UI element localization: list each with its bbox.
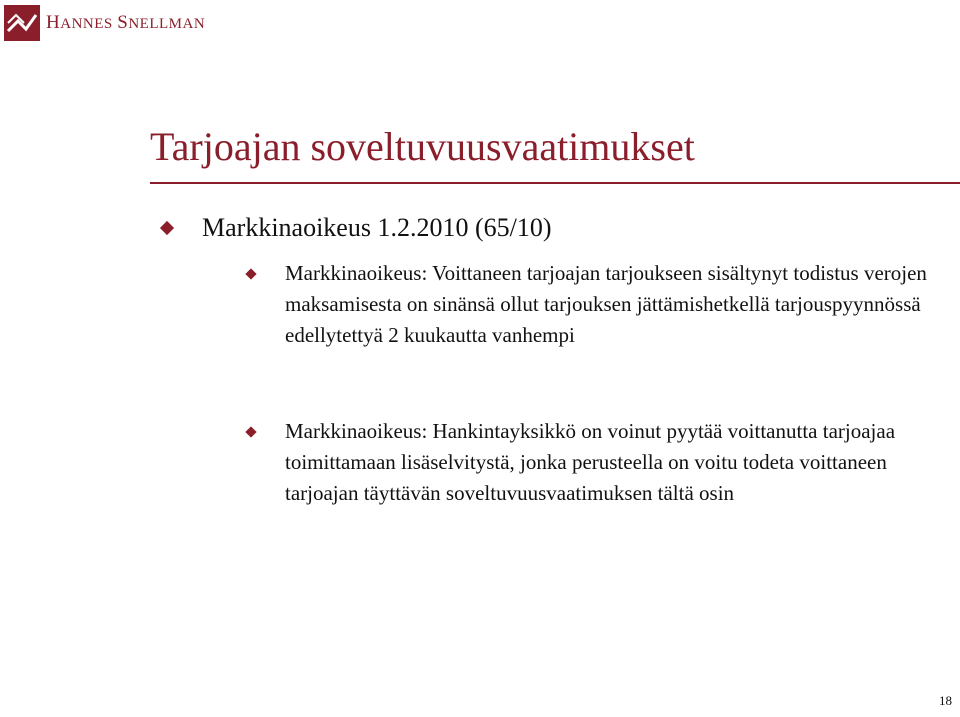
main-bullet-text: Markkinaoikeus 1.2.2010 (65/10) (202, 213, 552, 242)
diamond-bullet-icon (160, 221, 174, 235)
hannes-snellman-logo (4, 4, 205, 42)
diamond-bullet-icon (245, 426, 256, 437)
sub-bullet-text: Markkinaoikeus: Hankintayksikkö on voinut pyytää voittanutta tarjoajaa toimittamaan lisäselvitystä, jonka perusteella on voitu todeta voittaneen tarjoajan täyttävän soveltuvuusvaatimuksen tältä osin (285, 419, 896, 505)
page-number: 18 (939, 693, 952, 708)
logo-mark-icon (4, 5, 40, 41)
slide-title: Tarjoajan soveltuvuusvaatimukset (150, 124, 695, 169)
sub-bullet-2 (247, 416, 947, 509)
logo-wordmark: HANNES SNELLMAN (46, 12, 206, 33)
title-divider (150, 182, 960, 184)
sub-bullet-text: Markkinaoikeus: Voittaneen tarjoajan tarjoukseen sisältynyt todistus verojen maksamisesta on sinänsä ollut tarjouksen jättämishetkellä tarjouspyynnössä edellytettyä 2 kuukautta vanhempi (285, 261, 927, 347)
main-bullet (160, 212, 552, 243)
sub-bullet-1 (247, 258, 947, 351)
diamond-bullet-icon (245, 268, 256, 279)
